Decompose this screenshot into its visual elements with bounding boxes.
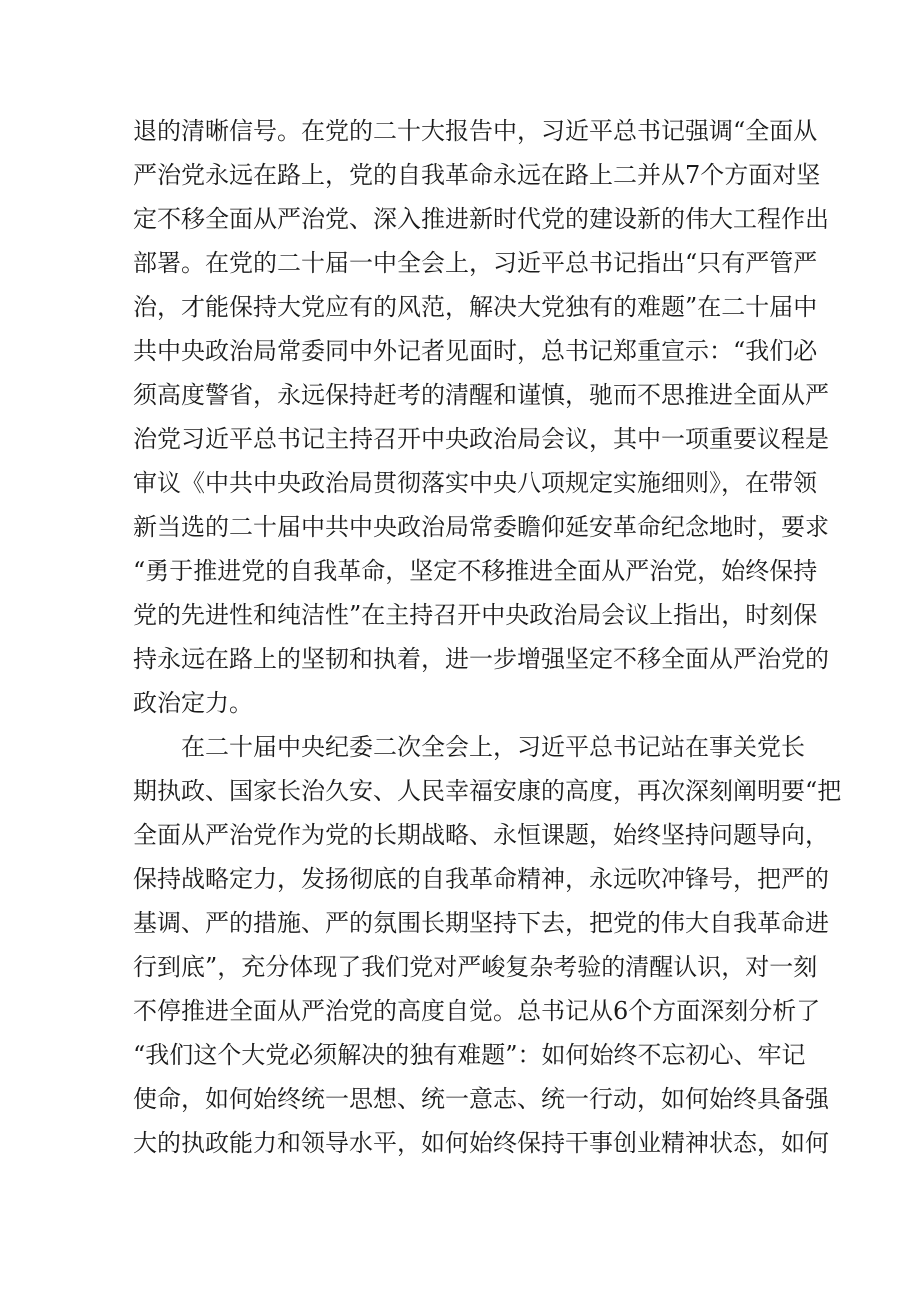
- text-line: 大的执政能力和领导水平，如何始终保持干事创业精神状态，如何: [133, 1129, 829, 1157]
- text-line: 持永远在路上的坚韧和执着，进一步增强坚定不移全面从严治党的: [133, 645, 829, 673]
- text-line: 党的先进性和纯洁性”在主持召开中央政治局会议上指出，时刻保: [133, 601, 818, 629]
- text-line: 治，才能保持大党应有的风范，解决大党独有的难题”在二十届中: [133, 293, 818, 321]
- text-line: 严治党永远在路上，党的自我革命永远在路上二并从7个方面对坚: [133, 161, 821, 189]
- text-line: “我们这个大党必须解决的独有难题”：如何始终不忘初心、牢记: [133, 1041, 806, 1069]
- text-line: 审议《中共中央政治局贯彻落实中央八项规定实施细则》，在带领: [133, 469, 817, 497]
- text-line: 新当选的二十届中共中央政治局常委瞻仰延安革命纪念地时，要求: [133, 513, 829, 541]
- text-line: 保持战略定力，发扬彻底的自我革命精神，永远吹冲锋号，把严的: [133, 865, 829, 893]
- text-line: 共中央政治局常委同中外记者见面时，总书记郑重宣示：“我们必: [133, 337, 818, 365]
- text-line: 基调、严的措施、严的氛围长期坚持下去，把党的伟大自我革命进: [133, 909, 829, 937]
- text-line: 部署。在党的二十届一中全会上，习近平总书记指出“只有严管严: [133, 249, 818, 277]
- text-line: 全面从严治党作为党的长期战略、永恒课题，始终坚持问题导向，: [133, 821, 829, 849]
- text-line: 期执政、国家长治久安、人民幸福安康的高度，再次深刻阐明要“把: [133, 777, 842, 805]
- text-line: 使命，如何始终统一思想、统一意志、统一行动，如何始终具备强: [133, 1085, 829, 1113]
- text-line: 退的清晰信号。在党的二十大报告中，习近平总书记强调“全面从: [133, 117, 818, 145]
- text-line: 在二十届中央纪委二次全会上，习近平总书记站在事关党长: [181, 733, 805, 761]
- text-line: 定不移全面从严治党、深入推进新时代党的建设新的伟大工程作出: [133, 205, 829, 233]
- text-line: 治党习近平总书记主持召开中央政治局会议，其中一项重要议程是: [133, 425, 829, 453]
- text-line: 须高度警省，永远保持赶考的清醒和谨慎，驰而不思推进全面从严: [133, 381, 829, 409]
- text-line: 不停推进全面从严治党的高度自觉。总书记从6个方面深刻分析了: [133, 997, 821, 1025]
- text-line: 政治定力。: [133, 689, 253, 717]
- text-line: “勇于推进党的自我革命，坚定不移推进全面从严治党，始终保持: [133, 557, 818, 585]
- text-line: 行到底”，充分体现了我们党对严峻复杂考验的清醒认识，对一刻: [133, 953, 818, 981]
